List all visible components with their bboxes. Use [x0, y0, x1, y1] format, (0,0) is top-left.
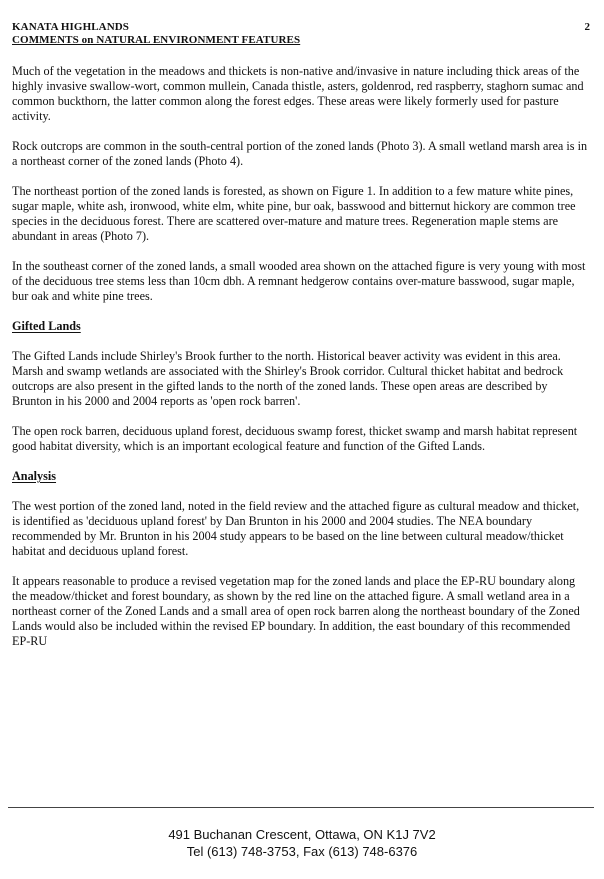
page-header: [12, 21, 590, 47]
page-footer: [0, 826, 604, 860]
paragraph-west-portion: The west portion of the zoned land, noted in the field review and the attached figure as cultural meadow and thicket, is identified as 'deciduous upland forest' by Dan Brunton in his 2000 and 2004 studies. The NEA boundary recommended by Mr. Brunton in his 2004 study appears to be based on the line between cultural meadow/thicket habitat and deciduous upland forest.: [12, 499, 580, 558]
paragraph-gifted-lands: The Gifted Lands include Shirley's Brook further to the north. Historical beaver activity was evident in this area. Marsh and swamp wetlands are associated with the Shirley's Brook corridor. Cultural thicket habitat and bedrock outcrops are also present in the gifted lands to the north of the zoned lands. These open areas are described by Brunton in his 2000 and 2004 reports as 'open rock barren'.: [12, 349, 564, 408]
paragraph-revised-map: It appears reasonable to produce a revised vegetation map for the zoned lands and place the EP-RU boundary along the meadow/thicket and forest boundary, as shown by the red line on the attached figure. A small wetland area in a northeast corner of the Zoned Lands and a small area of open rock barren along the northeast boundary of the Zoned Lands would also be included within the revised EP boundary. In addition, the east boundary of this recommended EP-RU: [12, 574, 580, 648]
paragraph-southeast: In the southeast corner of the zoned lands, a small wooded area shown on the attached figure is very young with most of the deciduous tree stems less than 10cm dbh. A remnant hedgerow contains over-mature basswood, sugar maple, bur oak and white pine trees.: [12, 259, 586, 303]
paragraph-forest: The northeast portion of the zoned lands is forested, as shown on Figure 1. In addition to a few mature white pines, sugar maple, white ash, ironwood, white elm, white pine, bur oak, basswood and bitternut hickory are common tree species in the deciduous forest. There are scattered over-mature and mature trees. Regeneration maple stems are abundant in areas (Photo 7).: [12, 184, 576, 243]
header-title: KANATA HIGHLANDS: [12, 21, 130, 33]
header-subtitle: COMMENTS on NATURAL ENVIRONMENT FEATURES: [12, 34, 301, 46]
paragraph-habitat-diversity: The open rock barren, deciduous upland forest, deciduous swamp forest, thicket swamp and marsh habitat represent good habitat diversity, which is an important ecological feature and function of the Gifted Lands.: [12, 424, 578, 453]
footer-divider: [8, 807, 594, 808]
footer-phone: Tel (613) 748-3753, Fax (613) 748-6376: [186, 844, 418, 859]
footer-address: 491 Buchanan Crescent, Ottawa, ON K1J 7V2: [168, 827, 436, 842]
page-number: 2: [584, 21, 590, 33]
paragraph-vegetation: Much of the vegetation in the meadows and thickets is non-native and/invasive in nature including thick areas of the highly invasive swallow-wort, common mullein, Canada thistle, asters, goldenrod, red raspberry, staghorn sumac and common buckthorn, the latter common along the forest edges. These areas were likely formerly used for pasture activity.: [12, 64, 584, 123]
paragraph-rock-outcrops: Rock outcrops are common in the south-central portion of the zoned lands (Photo 3). A small wetland marsh area is in a northeast corner of the zoned lands (Photo 4).: [12, 139, 588, 168]
section-heading-analysis: Analysis: [12, 469, 57, 483]
section-heading-gifted-lands: Gifted Lands: [12, 319, 81, 333]
document-body: [12, 64, 590, 664]
